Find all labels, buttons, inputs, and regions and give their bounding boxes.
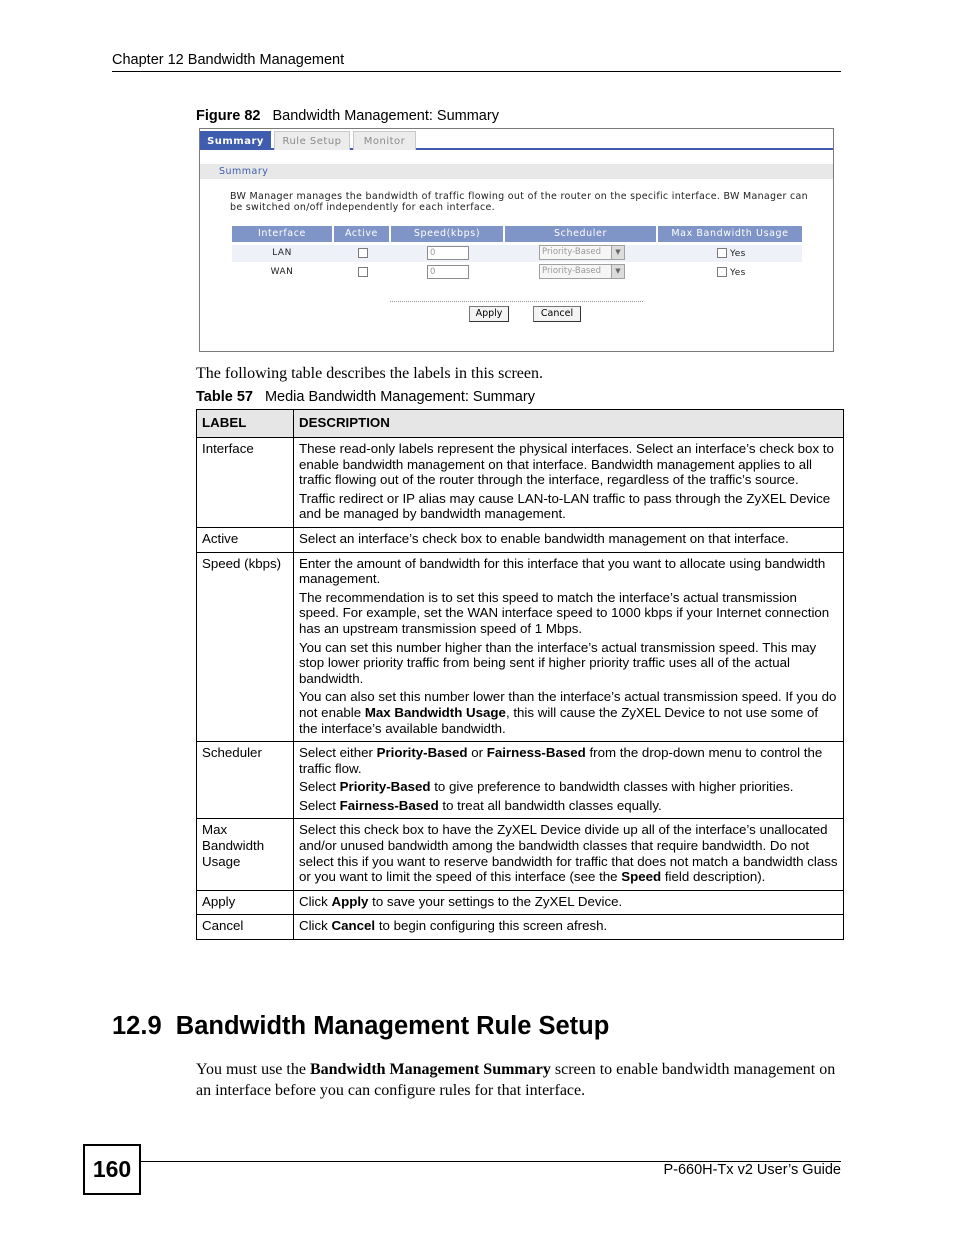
col-max-bandwidth: Max Bandwidth Usage <box>658 226 802 242</box>
divider <box>390 301 643 302</box>
row-label: Speed (kbps) <box>197 552 294 742</box>
text-run: screen to enable bandwidth management on an interface before you can configure rules for that interface. <box>196 1061 836 1099</box>
bold-term: Max Bandwidth Usage <box>364 704 506 720</box>
bold-term: Priority-Based <box>376 745 468 761</box>
col-scheduler: Scheduler <box>505 226 656 242</box>
row-description <box>294 438 844 528</box>
bold-term: Speed <box>621 869 662 885</box>
row-description <box>294 742 844 819</box>
row-label: Apply <box>197 890 294 915</box>
row-description <box>294 915 844 940</box>
active-checkbox[interactable] <box>358 267 368 277</box>
description-paragraph: You can set this number higher than the interface’s actual transmission speed. This may stop lower priority traffic from being sent if higher priority traffic uses all of the actual bandwidth. <box>299 639 817 686</box>
row-description <box>294 819 844 890</box>
table-row <box>197 527 844 552</box>
cancel-button[interactable]: Cancel <box>533 306 581 322</box>
scheduler-select[interactable] <box>539 264 625 279</box>
table-title: Media Bandwidth Management: Summary <box>264 389 535 405</box>
speed-input[interactable]: 0 <box>427 265 469 279</box>
table-caption <box>196 389 535 405</box>
row-label: Active <box>197 527 294 552</box>
text-run: , this will cause the ZyXEL Device to not use some of the interface’s available bandwidth. <box>299 704 819 736</box>
speed-input[interactable]: 0 <box>427 246 469 260</box>
description-header: DESCRIPTION <box>294 410 844 438</box>
description-paragraph <box>299 798 838 814</box>
row-label: Scheduler <box>197 742 294 819</box>
table-row <box>197 742 844 819</box>
text-run: Select this check box to have the ZyXEL Device divide up all of the interface’s unallocated and/or unused bandwidth among the bandwidth classes that require bandwidth. Do not select this if you want to reserve bandwidth for traffic that does not match a bandwidth class or you want to limit the speed of this interface (see the <box>299 822 838 885</box>
table-row <box>197 890 844 915</box>
interface-name: WAN <box>270 267 294 277</box>
scheduler-value: Priority-Based <box>542 247 601 257</box>
text-run: Select <box>299 779 340 795</box>
row-label: Interface <box>197 438 294 528</box>
section-body <box>196 1060 836 1101</box>
text-run: to save your settings to the ZyXEL Device. <box>368 893 623 909</box>
row-description <box>294 890 844 915</box>
description-paragraph: These read-only labels represent the physical interfaces. Select an interface’s check box to enable bandwidth management on that interface. Bandwidth management applies to all traffic flowing out of the router through the interface, regardless of the traffic’s source. <box>299 441 834 488</box>
bold-term: Fairness-Based <box>486 745 586 761</box>
max-bandwidth-label: Yes <box>730 268 746 278</box>
row-label: Cancel <box>197 915 294 940</box>
col-speed: Speed(kbps) <box>391 226 503 242</box>
description-paragraph: Enter the amount of bandwidth for this interface that you want to allocate using bandwidth management. <box>299 555 826 587</box>
text-run: to give preference to bandwidth classes with higher priorities. <box>430 779 794 795</box>
active-checkbox[interactable] <box>358 248 368 258</box>
chapter-header: Chapter 12 Bandwidth Management <box>112 52 345 68</box>
table-header-row <box>197 410 844 438</box>
description-paragraph <box>299 779 838 795</box>
description-paragraph <box>299 745 838 776</box>
header-rule <box>112 71 841 72</box>
tab-summary[interactable]: Summary <box>200 131 271 150</box>
max-bandwidth-checkbox[interactable] <box>717 267 727 277</box>
row-label: Max Bandwidth Usage <box>197 819 294 890</box>
tab-monitor[interactable]: Monitor <box>353 131 416 150</box>
guide-title: P-660H-Tx v2 User’s Guide <box>663 1162 841 1178</box>
table-row <box>197 438 844 528</box>
tab-bar <box>200 129 833 150</box>
description-paragraph <box>299 918 838 934</box>
text-run: Click <box>299 918 332 934</box>
text-run: Select either <box>299 745 377 761</box>
col-interface: Interface <box>232 226 332 242</box>
bold-term: Apply <box>331 893 369 909</box>
description-paragraph <box>299 689 838 736</box>
section-band <box>200 164 833 179</box>
tab-rule-setup[interactable]: Rule Setup <box>274 131 350 150</box>
bold-term: Priority-Based <box>339 779 431 795</box>
interface-row <box>232 245 802 262</box>
apply-button[interactable]: Apply <box>469 306 509 322</box>
section-heading: 12.9 Bandwidth Management Rule Setup <box>112 1012 610 1040</box>
bold-term: Fairness-Based <box>339 797 439 813</box>
figure-title: Bandwidth Management: Summary <box>272 108 499 124</box>
row-description <box>294 527 844 552</box>
bold-term: Bandwidth Management Summary <box>309 1061 551 1078</box>
figure-caption <box>196 108 499 124</box>
intro-text: The following table describes the labels in this screen. <box>196 365 544 382</box>
row-description <box>294 552 844 742</box>
table-row <box>197 819 844 890</box>
text-run: to begin configuring this screen afresh. <box>375 918 608 934</box>
description-paragraph: Select an interface’s check box to enable bandwidth management on that interface. <box>299 530 789 546</box>
text-run: Click <box>299 893 332 909</box>
table-row <box>197 915 844 940</box>
max-bandwidth-label: Yes <box>730 249 746 259</box>
text-run: field description). <box>661 869 766 885</box>
section-title: Summary <box>219 166 269 177</box>
figure-number: Figure 82 <box>196 108 261 124</box>
max-bandwidth-checkbox[interactable] <box>717 248 727 258</box>
description-paragraph: The recommendation is to set this speed to match the interface’s actual transmission speed. For example, set the WAN interface speed to 1000 kbps if your Internet connection has an upstream transmission speed of 1 Mbps. <box>299 589 830 636</box>
label-header: LABEL <box>197 410 294 438</box>
scheduler-select[interactable] <box>539 245 625 260</box>
description-paragraph <box>299 822 838 884</box>
label-description-table <box>196 409 844 940</box>
table-number: Table 57 <box>196 389 253 405</box>
chevron-down-icon: ▼ <box>611 265 624 278</box>
text-run: You can also set this number lower than the interface’s actual transmission speed. If you do not enable <box>299 689 837 720</box>
interface-name: LAN <box>272 248 292 258</box>
text-run: You must use the <box>196 1061 310 1078</box>
text-run: to treat all bandwidth classes equally. <box>438 797 662 813</box>
text-run: Select <box>299 797 340 813</box>
description-paragraph <box>299 894 838 910</box>
interface-row <box>232 264 802 281</box>
text-run: from the drop-down menu to control the traffic flow. <box>299 745 823 776</box>
chevron-down-icon: ▼ <box>611 246 624 259</box>
table-row <box>197 552 844 742</box>
description-paragraph: Traffic redirect or IP alias may cause LAN-to-LAN traffic to pass through the ZyXEL Device and be managed by bandwidth management. <box>299 490 831 522</box>
scheduler-value: Priority-Based <box>542 266 601 276</box>
page-number: 160 <box>83 1144 141 1195</box>
bold-term: Cancel <box>331 918 376 934</box>
text-run: or <box>467 745 487 761</box>
col-active: Active <box>334 226 389 242</box>
bw-manager-description: BW Manager manages the bandwidth of traffic flowing out of the router on the specific interface. BW Manager can be switched on/off independently for each interface. <box>230 191 809 213</box>
summary-screenshot <box>199 128 834 352</box>
